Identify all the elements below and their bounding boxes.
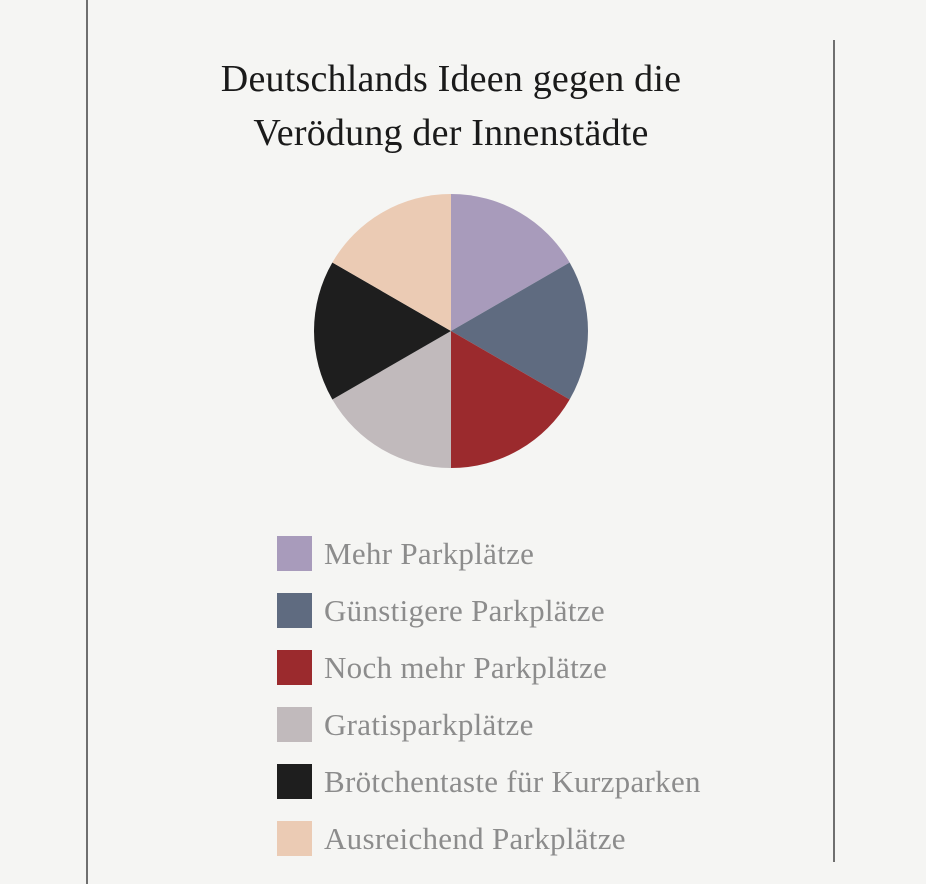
legend-swatch [277,764,312,799]
legend-swatch [277,536,312,571]
left-divider [86,0,88,884]
chart-title-line-1: Deutschlands Ideen gegen die [220,58,682,100]
legend [277,525,701,867]
pie-chart [311,191,591,471]
legend-label: Mehr Parkplätze [324,535,535,571]
legend-swatch [277,821,312,856]
legend-item [277,696,701,753]
chart-title [150,52,752,160]
chart-title-line-2: Verödung der Innenstädte [253,112,649,154]
legend-swatch [277,650,312,685]
legend-item [277,525,701,582]
legend-swatch [277,593,312,628]
legend-label: Gratisparkplätze [324,706,534,742]
right-divider [833,40,835,862]
legend-label: Noch mehr Parkplätze [324,649,608,685]
legend-item [277,582,701,639]
legend-label: Günstigere Parkplätze [324,592,605,628]
legend-item [277,810,701,867]
legend-swatch [277,707,312,742]
legend-item [277,639,701,696]
legend-label: Brötchentaste für Kurzparken [324,763,701,799]
legend-item [277,753,701,810]
legend-label: Ausreichend Parkplätze [324,820,626,856]
